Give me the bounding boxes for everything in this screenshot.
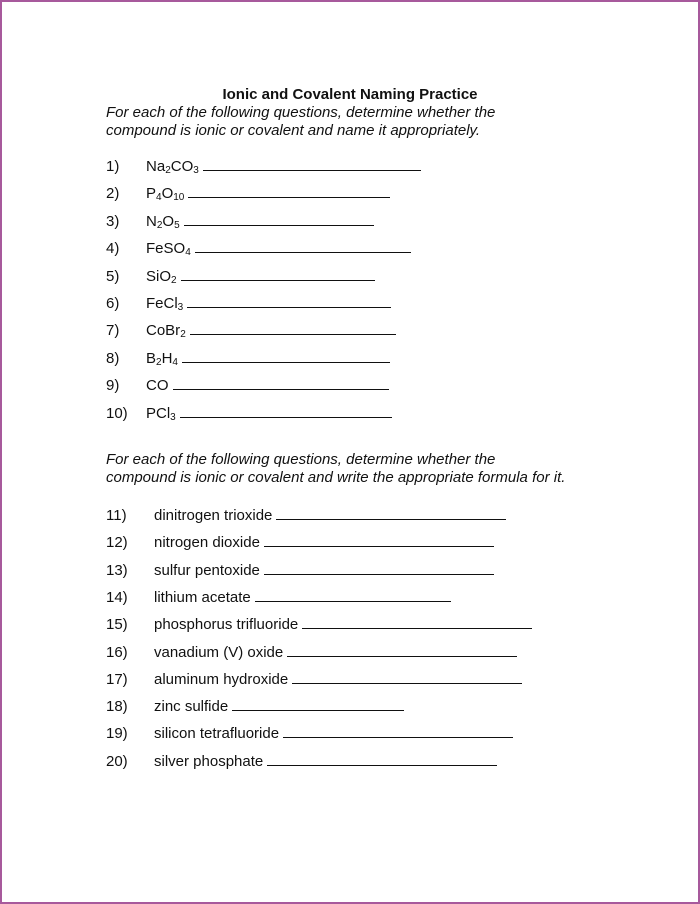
answer-blank[interactable]	[184, 212, 374, 226]
section2-instructions-line: compound is ionic or covalent and write the appropriate formula for it.	[106, 469, 566, 486]
question-number: 5)	[106, 267, 120, 285]
compound-name: silicon tetrafluoride	[154, 724, 513, 744]
question-number: 13)	[106, 561, 128, 579]
answer-blank[interactable]	[283, 724, 513, 738]
question-number: 17)	[106, 670, 128, 688]
compound-name: sulfur pentoxide	[154, 561, 494, 581]
question-number: 9)	[106, 377, 120, 395]
answer-blank[interactable]	[232, 697, 404, 711]
answer-blank[interactable]	[302, 615, 532, 629]
compound-name: nitrogen dioxide	[154, 533, 494, 553]
question-number: 2)	[106, 185, 120, 203]
answer-blank[interactable]	[188, 184, 390, 198]
question-number: 14)	[106, 588, 128, 606]
answer-blank[interactable]	[187, 294, 391, 308]
chemical-formula: CO	[146, 376, 389, 396]
question-number: 6)	[106, 295, 120, 312]
chemical-formula: FeSO$_4$	[146, 239, 411, 259]
chemical-formula: PCl$_3$	[146, 404, 392, 424]
question-number: 7)	[106, 322, 120, 340]
answer-blank[interactable]	[181, 267, 375, 281]
answer-blank[interactable]	[182, 349, 390, 363]
answer-blank[interactable]	[195, 239, 411, 253]
question-number: 12)	[106, 534, 128, 552]
compound-name: zinc sulfide	[154, 697, 404, 717]
chemical-formula: $P_4O_{10}$	[146, 184, 390, 204]
chemical-formula: $B_2H_4$	[146, 349, 390, 369]
section1-instructions-line: For each of the following questions, determine whether the	[106, 104, 496, 121]
answer-blank[interactable]	[180, 404, 392, 418]
question-number: 4)	[106, 240, 120, 258]
answer-blank[interactable]	[173, 376, 389, 390]
chemical-formula: FeCl$_3$	[146, 294, 391, 314]
answer-blank[interactable]	[292, 670, 522, 684]
compound-name: aluminum hydroxide	[154, 670, 522, 690]
compound-name: phosphorus trifluoride	[154, 615, 532, 635]
section1-instructions	[106, 104, 626, 140]
question-number: 19)	[106, 725, 128, 743]
compound-name: silver phosphate	[154, 752, 497, 772]
answer-blank[interactable]	[203, 157, 421, 171]
answer-blank[interactable]	[287, 643, 517, 657]
chemical-formula: $Na_2CO_3$	[146, 157, 421, 177]
question-number: 8)	[106, 349, 120, 367]
question-number: 10)	[106, 404, 128, 422]
section2-instructions	[106, 451, 626, 487]
question-number: 3)	[106, 212, 120, 230]
answer-blank[interactable]	[190, 321, 396, 335]
chemical-formula: $N_2O_5$	[146, 212, 374, 232]
question-number: 18)	[106, 698, 128, 716]
question-number: 1)	[106, 158, 120, 175]
compound-name: lithium acetate	[154, 588, 451, 608]
answer-blank[interactable]	[255, 588, 451, 602]
answer-blank[interactable]	[267, 752, 497, 766]
worksheet-title: Ionic and Covalent Naming Practice	[222, 86, 478, 103]
section2-instructions-line: For each of the following questions, determine whether the	[106, 451, 496, 468]
compound-name: vanadium (V) oxide	[154, 643, 517, 663]
question-number: 16)	[106, 643, 128, 661]
chemical-formula: SiO$_2$	[146, 267, 375, 287]
answer-blank[interactable]	[264, 561, 494, 575]
question-number: 20)	[106, 752, 128, 770]
question-number: 11)	[106, 507, 127, 524]
compound-name: dinitrogen trioxide	[154, 506, 506, 526]
answer-blank[interactable]	[276, 506, 506, 520]
question-number: 15)	[106, 616, 128, 634]
chemical-formula: CoBr$_2$	[146, 321, 396, 341]
section1-instructions-line: compound is ionic or covalent and name it appropriately.	[106, 122, 481, 139]
answer-blank[interactable]	[264, 533, 494, 547]
